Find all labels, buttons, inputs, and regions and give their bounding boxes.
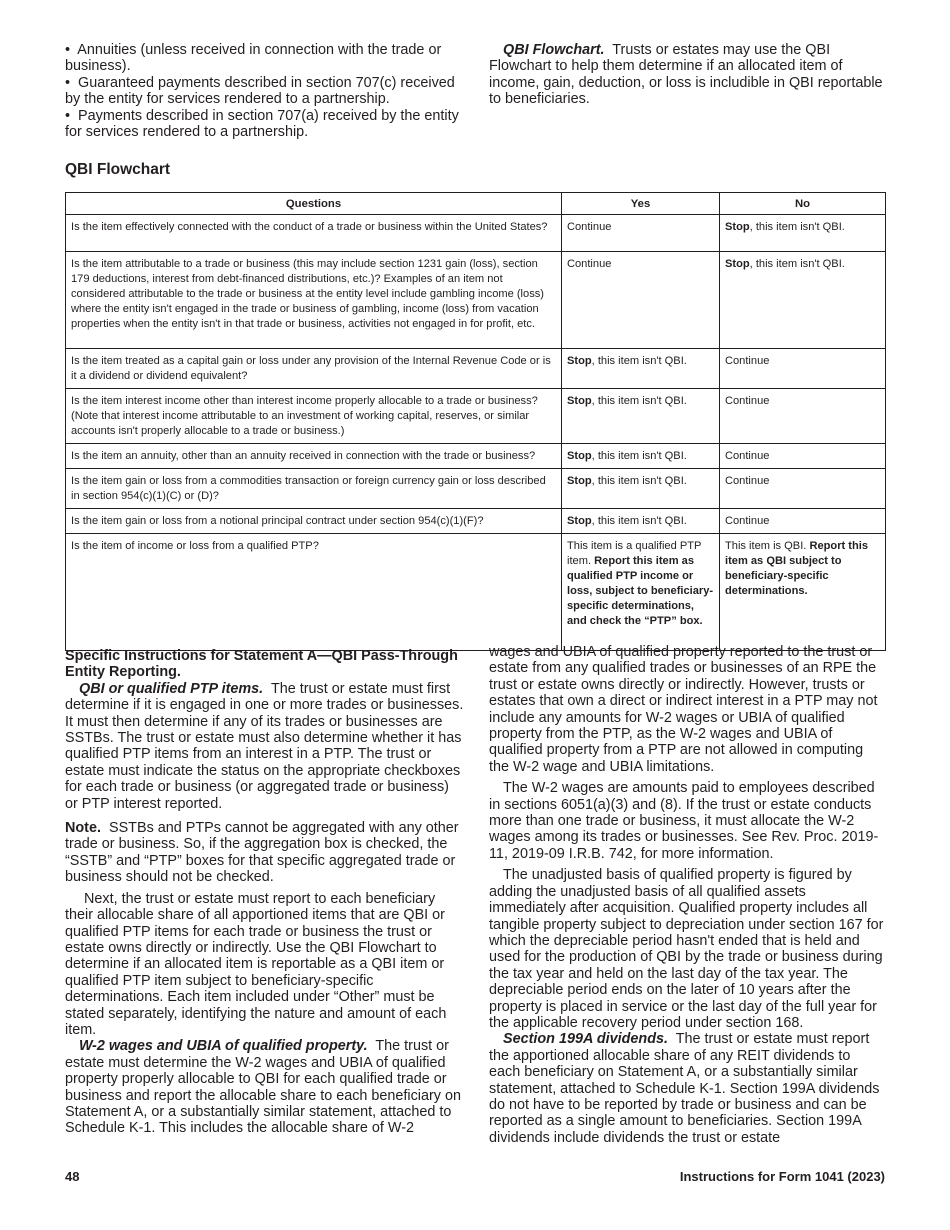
paragraph-199a-dividends: Section 199A dividends. The trust or estate must report the apportioned allocable share of any REIT dividends to each beneficiary on Statement A, or a substantially similar statement, attached to Schedule K-1. Section 199A dividends do not have to be reported by trade or business and can be reported as a single amount to beneficiaries. Section 199A dividends include dividends the trust or estate <box>489 1031 880 1146</box>
table-row <box>66 444 886 469</box>
table-row <box>66 469 886 509</box>
yes-cell: Continue <box>562 215 720 252</box>
paragraph-w2-definition: The W-2 wages are amounts paid to employees described in sections 6051(a)(3) and (8). If the trust or estate conducts more than one trade or business, it must allocate the W-2 wages among its trades or businesses. See Rev. Proc. 2019-11, 2019-09 I.R.B. 742, for more information. <box>489 780 879 862</box>
form-title-footer: Instructions for Form 1041 (2023) <box>679 1169 885 1184</box>
section-heading: Specific Instructions for Statement A—QBI Pass-Through Entity Reporting. <box>65 648 458 681</box>
header-questions: Questions <box>66 193 562 215</box>
bullet-item: • Payments described in section 707(a) received by the entity for services rendered to a partnership. <box>65 107 459 141</box>
question-cell: Is the item attributable to a trade or business (this may include section 1231 gain (loss), section 179 deductions, interest from debt-financed distributions, etc.)? Examples of an item not considered attributable to the trade or business at the entity level include gambling income (loss) where the entity isn't engaged in the trade or business of gambling, income (loss) from vacation properties when the entity isn't in that trade or business, activities not engaged in for profit, etc. <box>66 252 562 349</box>
table-row <box>66 509 886 534</box>
no-cell: Continue <box>720 509 886 534</box>
header-no: No <box>720 193 886 215</box>
bottom-right-column <box>489 644 885 1146</box>
no-cell: Stop, this item isn't QBI. <box>720 215 886 252</box>
table-row <box>66 215 886 252</box>
table-row <box>66 534 886 651</box>
question-cell: Is the item effectively connected with the conduct of a trade or business within the United States? <box>66 215 562 252</box>
header-yes: Yes <box>562 193 720 215</box>
no-cell: Continue <box>720 444 886 469</box>
question-cell: Is the item interest income other than interest income properly allocable to a trade or business? (Note that interest income attributable to an investment of working capital, reserves, or similar accounts isn't properly allocable to a trade or business.) <box>66 389 562 444</box>
table-header-row <box>66 193 886 215</box>
question-cell: Is the item treated as a capital gain or loss under any provision of the Internal Revenue Code or is it a dividend or dividend equivalent? <box>66 349 562 389</box>
flowchart-intro: QBI Flowchart. Trusts or estates may use the QBI Flowchart to help them determine if an allocated item of income, gain, deduction, or loss is includible in QBI reportable to beneficiaries. <box>489 42 883 108</box>
note-paragraph: Note. SSTBs and PTPs cannot be aggregated with any other trade or business. So, if the aggregation box is checked, the “SSTB” and “PTP” boxes for that specific aggregated trade or business should not be checked. <box>65 820 459 886</box>
yes-cell: Stop, this item isn't QBI. <box>562 469 720 509</box>
bullet-icon: • <box>65 42 71 58</box>
question-cell: Is the item an annuity, other than an annuity received in connection with the trade or business? <box>66 444 562 469</box>
yes-cell: Continue <box>562 252 720 349</box>
yes-cell: Stop, this item isn't QBI. <box>562 389 720 444</box>
no-cell: Stop, this item isn't QBI. <box>720 252 886 349</box>
yes-cell: This item is a qualified PTP item. Report this item as qualified PTP income or loss, subject to beneficiary-specific determinations, and check the “PTP” box. <box>562 534 720 651</box>
bullet-icon: • <box>65 74 71 91</box>
qbi-flowchart-table <box>65 192 886 651</box>
bottom-left-column <box>65 648 465 1137</box>
top-right-column <box>489 42 885 108</box>
paragraph-qbi-items: QBI or qualified PTP items. The trust or estate must first determine if it is engaged in one or more trades or businesses. It must then determine if any of its trades or businesses are SSTBs. The trust or estate must also determine whether it has qualified PTP items from an interest in a PTP. The trust or estate must indicate the status on the appropriate checkboxes for each trade or business (or aggregated trade or business) or PTP interest reported. <box>65 680 464 812</box>
bullet-icon: • <box>65 107 71 124</box>
yes-cell: Stop, this item isn't QBI. <box>562 349 720 389</box>
paragraph-ubia: The unadjusted basis of qualified property is figured by adding the unadjusted basis of all qualified assets immediately after acquisition. Qualified property includes all tangible property subject to depreciation under section 167 for which the depreciable period hasn't ended that is held and used for the production of QBI by the trade or business during the tax year and held on the last day of the tax year. The depreciable period ends on the later of 10 years after the property is placed in service or the last day of the full year for the applicable recovery period under section 168. <box>489 867 884 1031</box>
question-cell: Is the item of income or loss from a qualified PTP? <box>66 534 562 651</box>
no-cell: Continue <box>720 469 886 509</box>
table-row <box>66 349 886 389</box>
question-cell: Is the item gain or loss from a notional principal contract under section 954(c)(1)(F)? <box>66 509 562 534</box>
yes-cell: Stop, this item isn't QBI. <box>562 444 720 469</box>
table-row <box>66 389 886 444</box>
paragraph-next: Next, the trust or estate must report to each beneficiary their allocable share of all apportioned items that are QBI or qualified PTP items for each trade or business the trust or estate owns directly or indirectly. Use the QBI Flowchart to determine if an allocated item is reportable as a QBI item or qualified PTP item subject to beneficiary-specific determinations. Each item included under “Other” must be stated separately, identifying the nature and amount of each item. <box>65 890 447 1038</box>
top-left-column <box>65 42 465 140</box>
question-cell: Is the item gain or loss from a commodities transaction or foreign currency gain or loss described in section 954(c)(1)(C) or (D)? <box>66 469 562 509</box>
table-row <box>66 252 886 349</box>
page-number: 48 <box>65 1169 80 1184</box>
no-cell: Continue <box>720 389 886 444</box>
paragraph-w2-wages: W-2 wages and UBIA of qualified property. The trust or estate must determine the W-2 wages and UBIA of qualified property properly allocable to QBI for each qualified trade or business and report the allocable share to each beneficiary on Statement A, or a substantially similar statement, attached to Schedule K-1. This includes the allocable share of W-2 <box>65 1038 461 1137</box>
flowchart-title: QBI Flowchart <box>65 161 171 178</box>
bullet-item: • Annuities (unless received in connection with the trade or business). <box>65 42 442 75</box>
yes-cell: Stop, this item isn't QBI. <box>562 509 720 534</box>
no-cell: This item is QBI. Report this item as QBI subject to beneficiary-specific determinations. <box>720 534 886 651</box>
paragraph-w2-continued: wages and UBIA of qualified property reported to the trust or estate from any qualified trades or businesses of an RPE the trust or estate owns directly or indirectly. However, trusts or estates that own a direct or indirect interest in a PTP may not include any amounts for W-2 wages or UBIA of qualified property from the PTP, as the W-2 wages and UBIA of qualified property from a PTP are not allowed in computing the W-2 wage and UBIA limitations. <box>489 644 878 775</box>
bullet-item: • Guaranteed payments described in section 707(c) received by the entity for services rendered to a partnership. <box>65 74 455 108</box>
no-cell: Continue <box>720 349 886 389</box>
